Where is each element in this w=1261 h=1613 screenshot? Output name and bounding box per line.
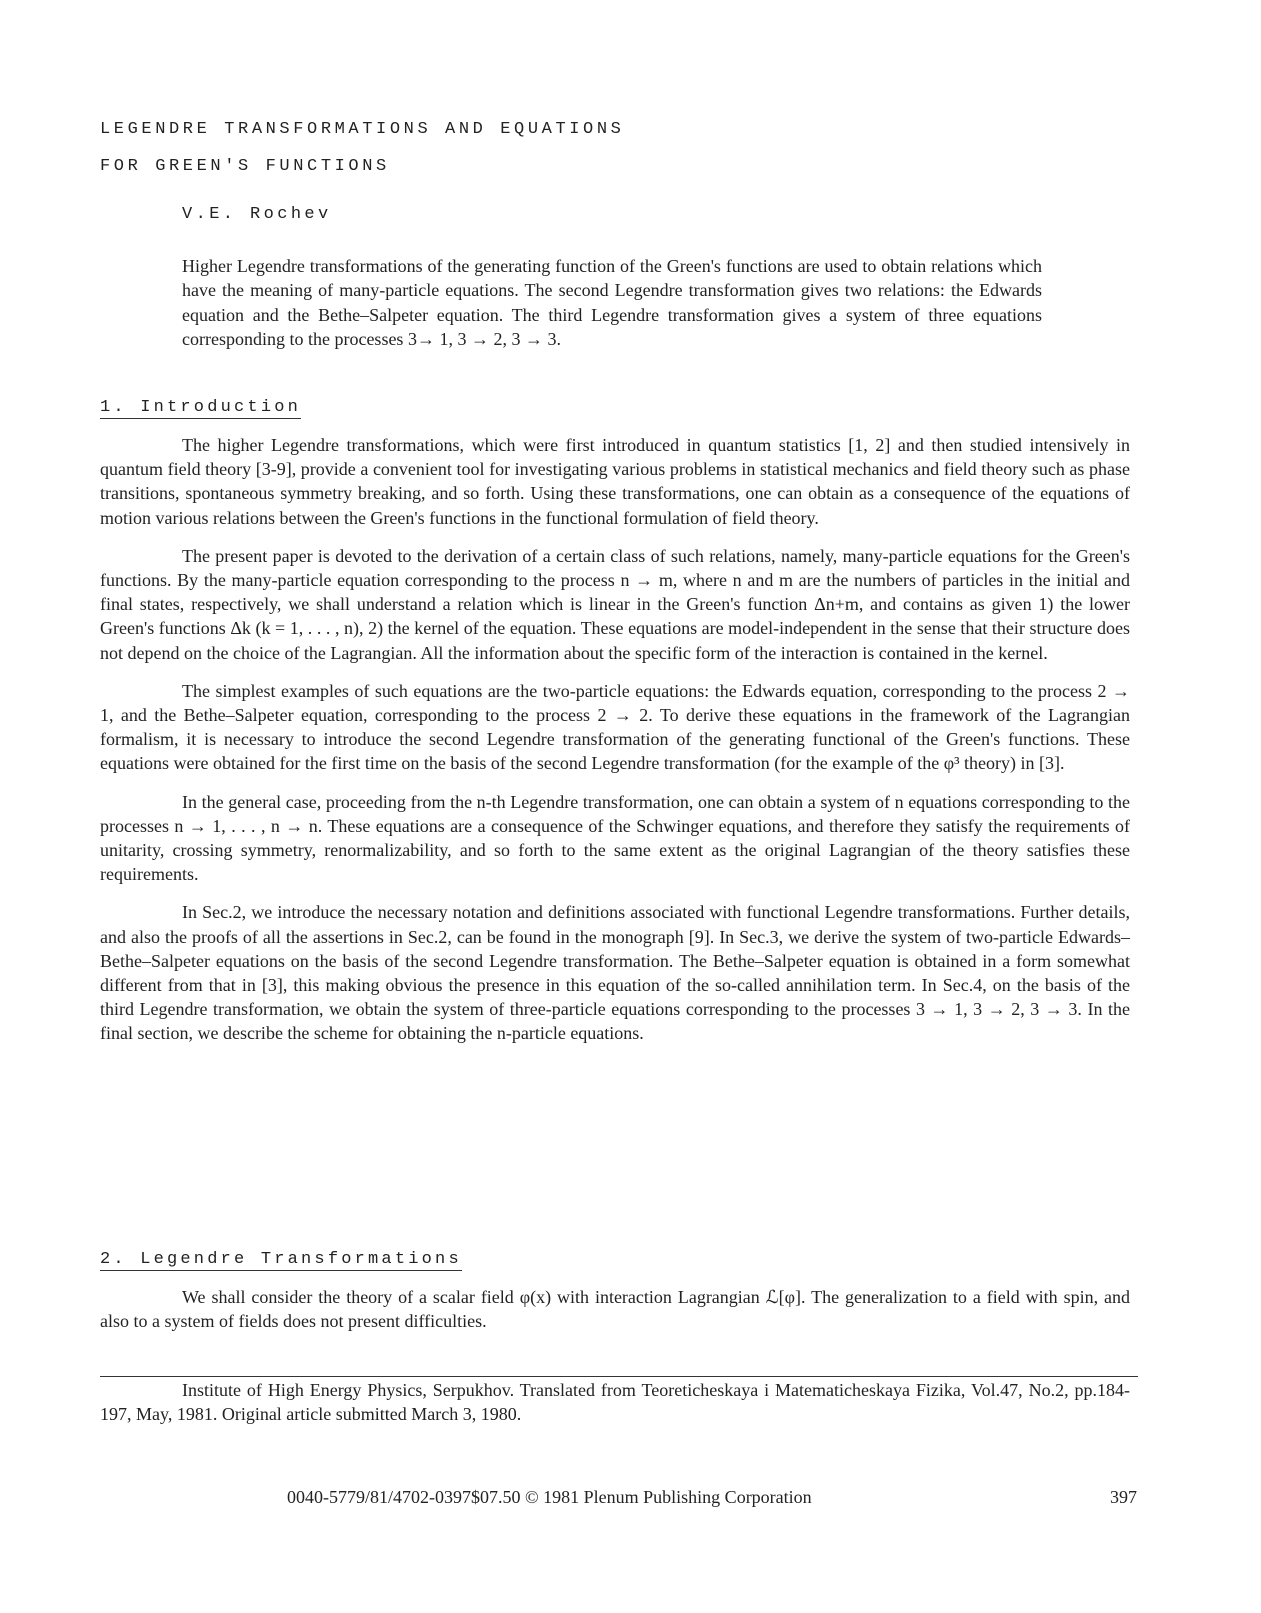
page-number: 397 — [1110, 1487, 1137, 1507]
footnote-text: Institute of High Energy Physics, Serpukhov. Translated from Teoreticheskaya i Matematicheskaya Fizika, Vol.47, No.2, pp.184-197, May, 1981. Original article submitted March 3, 1980. — [100, 1380, 1130, 1424]
paragraph: In the general case, proceeding from the n-th Legendre transformation, one can obtain a system of n equations corresponding to the processes n → 1, . . . , n → n. These equations are a consequence of the Schwinger equations, and therefore they satisfy the requirements of unitarity, crossing symmetry, renormalizability, and so forth to the same extent as the original Lagrangian of the theory satisfies these requirements. — [100, 791, 1130, 885]
section-body-legendre — [100, 1285, 1130, 1347]
section-body-introduction — [100, 433, 1130, 1060]
paragraph: The simplest examples of such equations are the two-particle equations: the Edwards equation, corresponding to the process 2 → 1, and the Bethe–Salpeter equation, corresponding to the process 2 → 2. To derive these equations in the framework of the Lagrangian formalism, it is necessary to introduce the second Legendre transformation of the generating functional of the Green's functions. These equations were obtained for the first time on the basis of the second Legendre transformation (for the example of the φ³ theory) in [3]. — [100, 680, 1130, 774]
copyright-line: 0040-5779/81/4702-0397$07.50 © 1981 Plenum Publishing Corporation — [287, 1487, 812, 1507]
paragraph: We shall consider the theory of a scalar field φ(x) with interaction Lagrangian ℒ[φ]. The generalization to a field with spin, and also to a system of fields does not present difficulties. — [100, 1287, 1130, 1332]
footnote-divider — [100, 1376, 1138, 1377]
section-heading-introduction: 1. Introduction — [100, 398, 302, 417]
abstract-text: Higher Legendre transformations of the generating function of the Green's functions are used to obtain relations which have the meaning of many-particle equations. The second Legendre transformation gives two relations: the Edwards equation and the Bethe–Salpeter equation. The third Legendre transformation gives a system of three equations corresponding to the processes 3→ 1, 3 → 2, 3 → 3. — [182, 256, 1042, 350]
title-line-1: LEGENDRE TRANSFORMATIONS AND EQUATIONS — [100, 120, 625, 139]
abstract — [182, 254, 1042, 352]
footnote — [100, 1378, 1130, 1426]
paragraph: The present paper is devoted to the derivation of a certain class of such relations, namely, many-particle equations for the Green's functions. By the many-particle equation corresponding to the process n → m, where n and m are the numbers of particles in the initial and final states, respectively, we shall understand a relation which is linear in the Green's function Δn+m, and contains as given 1) the lower Green's functions Δk (k = 1, . . . , n), 2) the kernel of the equation. These equations are model-independent in the sense that their structure does not depend on the choice of the Lagrangian. All the information about the specific form of the interaction is contained in the kernel. — [100, 545, 1130, 663]
paragraph: The higher Legendre transformations, which were first introduced in quantum statistics [1, 2] and then studied intensively in quantum field theory [3-9], provide a convenient tool for investigating various problems in statistical mechanics and field theory such as phase transitions, spontaneous symmetry breaking, and so forth. Using these transformations, one can obtain as a consequence of the equations of motion various relations between the Green's functions in the functional formulation of field theory. — [100, 435, 1130, 528]
title-line-2: FOR GREEN'S FUNCTIONS — [100, 157, 390, 176]
section-heading-legendre: 2. Legendre Transformations — [100, 1250, 462, 1269]
author: V.E. Rochev — [182, 205, 332, 224]
paragraph: In Sec.2, we introduce the necessary notation and definitions associated with functional Legendre transformations. Further details, and also the proofs of all the assertions in Sec.2, can be found in the monograph [9]. In Sec.3, we derive the system of two-particle Edwards–Bethe–Salpeter equations on the basis of the second Legendre transformation. The Bethe–Salpeter equation is obtained in a form somewhat different from that in [3], this making obvious the presence in this equation of the so-called annihilation term. In Sec.4, on the basis of the third Legendre transformation, we obtain the system of three-particle equations corresponding to the processes 3 → 1, 3 → 2, 3 → 3. In the final section, we describe the scheme for obtaining the n-particle equations. — [100, 902, 1130, 1044]
